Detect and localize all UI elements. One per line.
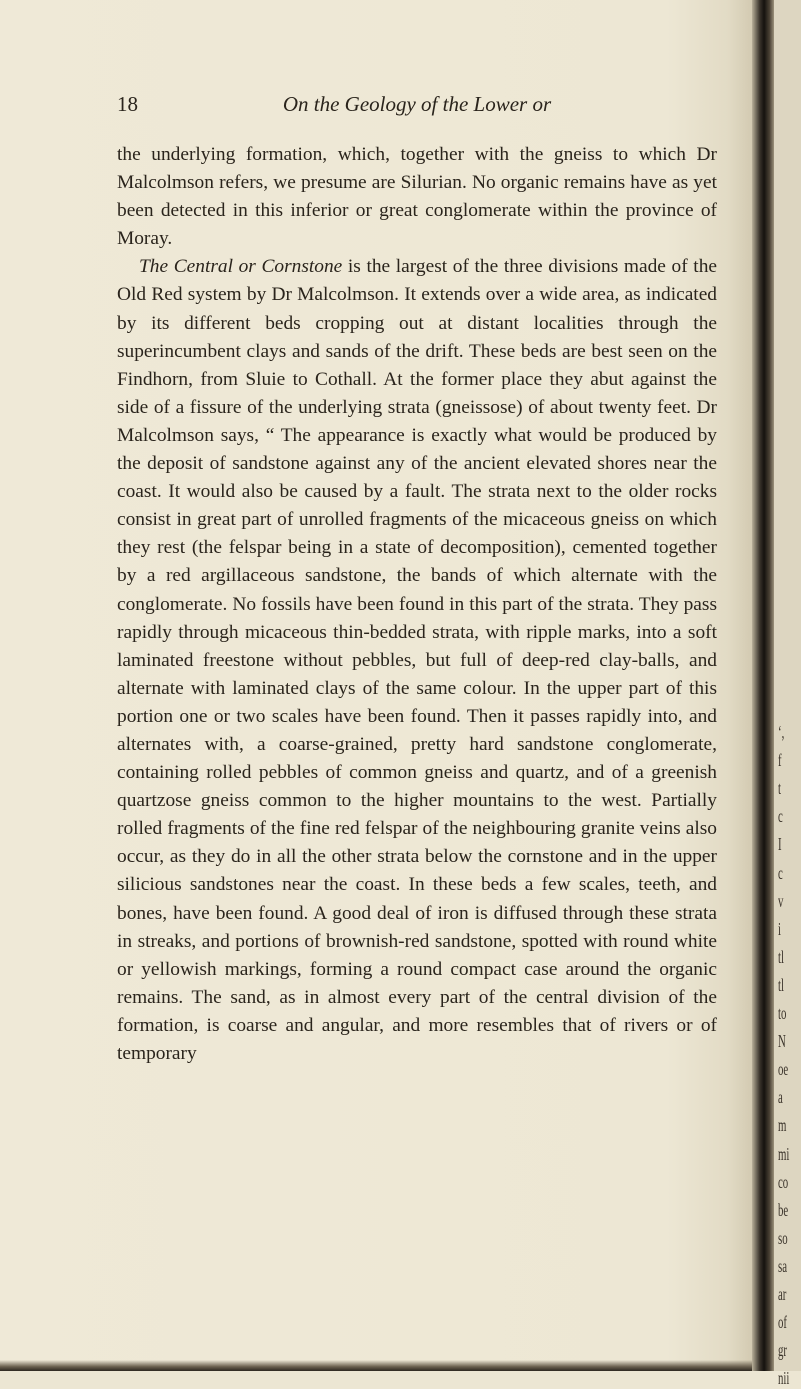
page-number: 18 [117,92,138,116]
next-page-fragment: c [778,806,783,827]
next-page-fragment: I [778,834,782,855]
next-page-fragment: v [778,890,784,911]
next-page-fragment: m [778,1115,787,1136]
next-page-fragment: co [778,1171,789,1192]
next-page-fragment: c [778,862,783,883]
next-page-edge [774,0,801,1389]
next-page-fragment: i [778,918,782,939]
next-page-fragment: mi [778,1143,790,1164]
next-page-fragment: to [778,1003,787,1023]
page-bottom-edge [0,1360,758,1371]
paragraph-2-text: is the largest of the three divisions made of the Old Red system by Dr Malcolmson. It extends over a wide area, as indicated by its different beds cropping out at distant localities through the superincumbent clays and sands of the drift. These beds are best seen on the Findhorn, from Sluie to Cothall. At the former place they abut against the side of a fissure of the underlying strata (gneissose) of about twenty feet. Dr Malcolmson says, “ The appearance is exactly what would be produced by the deposit of sandstone against any of the ancient elevated shores near the coast. It would also be caused by a fault. The strata next to the older rocks consist in great part of unrolled fragments of the micaceous gneiss on which they rest (the felspar being in a state of decomposition), cemented together by a red argillaceous sandstone, the bands of which alternate with the conglomerate. No fossils have been found in this part of the strata. They pass rapidly through micaceous thin-bedded strata, with ripple marks, into a soft laminated freestone without pebbles, but full of deep-red clay-balls, and alternate with laminated clays of the same colour. In the upper part of this portion one or two scales have been found. Then it passes rapidly into, and alternates with, a coarse-grained, pretty hard sandstone conglomerate, containing rolled pebbles of common gneiss and quartz, and of a greenish quartzose gneiss common to the higher mountains to the west. Partially rolled fragments of the fine red felspar of the neighbouring granite veins also occur, as they do in all the other strata below the cornstone and in the upper silicious sandstones near the coast. In these beds a few scales, teeth, and bones, have been found. A good deal of iron is diffused through these strata in streaks, and portions of brownish-red sandstone, spotted with round white or yellowish markings, forming a round compact case around the organic remains. The sand, as in almost every part of the central division of the formation, is coarse and angular, and more resembles that of rivers or of temporary [117,256,717,1064]
next-page-fragment: sa [778,1255,787,1276]
next-page-fragment: tl [778,974,785,995]
next-page-fragment: ‘, [778,722,785,742]
next-page-fragment: ar [778,1284,787,1304]
next-page-fragment: gr [778,1340,787,1361]
body-text [117,141,717,1068]
book-gutter [752,0,774,1371]
next-page-fragment: of [778,1312,787,1333]
running-head [117,92,717,122]
next-page-fragment: t [778,778,782,799]
paragraph-1: the underlying formation, which, together with the gneiss to which Dr Malcolmson refers, we presume are Silurian. No organic remains have as yet been detected in this inferior or great conglomerate within the province of Moray. [117,144,717,250]
next-page-fragment: oe [778,1059,789,1080]
next-page-fragment: so [778,1227,788,1248]
next-page-fragment: tl [778,946,785,967]
next-page-fragment: nii [778,1368,790,1389]
next-page-fragment: be [778,1199,789,1220]
paragraph-2 [117,253,717,1068]
paragraph-2-italic-lead: The Central or Cornstone [139,256,343,278]
next-page-fragment: f [778,750,782,771]
running-head-title: On the Geology of the Lower or [282,92,552,116]
next-page-fragment: a [778,1087,783,1108]
next-page-fragment: N [778,1031,786,1052]
